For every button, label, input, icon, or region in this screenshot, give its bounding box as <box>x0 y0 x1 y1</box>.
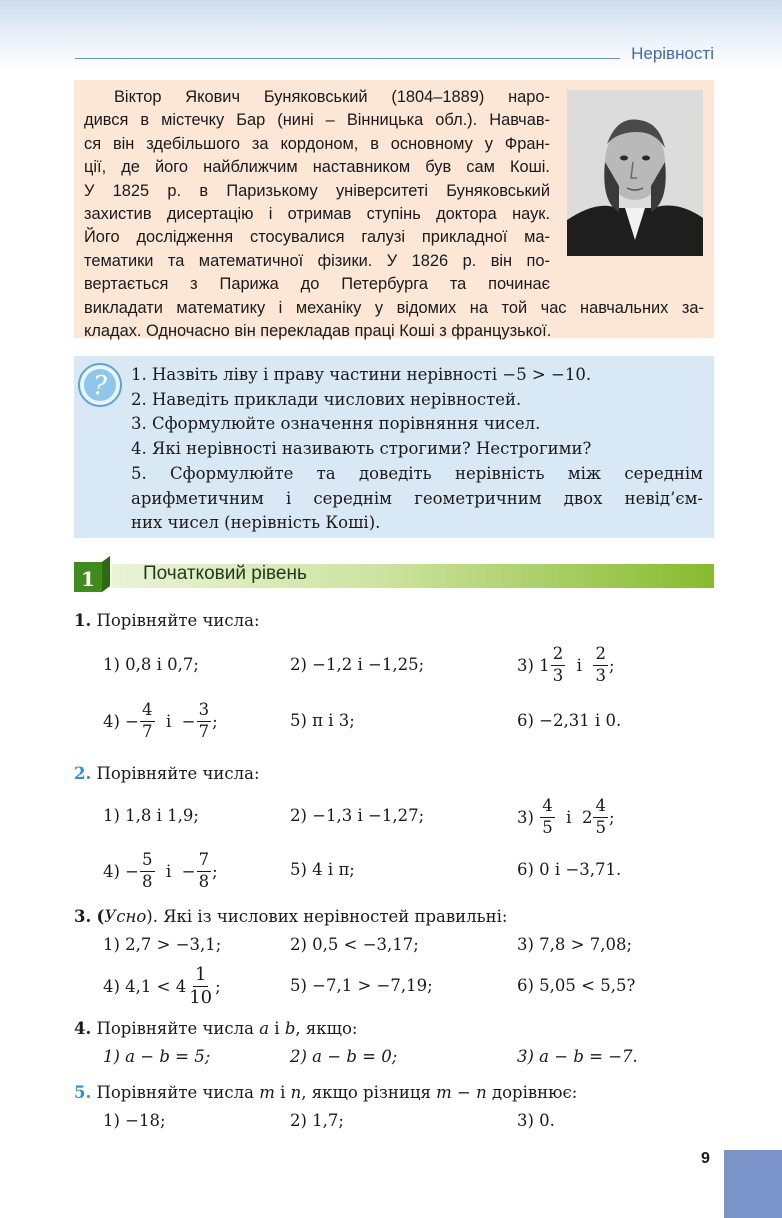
fraction <box>140 852 155 890</box>
page-corner-tab <box>724 1150 782 1218</box>
difference-expr: m − n <box>436 1083 487 1102</box>
denominator: 3 <box>595 665 606 685</box>
var-n: n <box>290 1083 302 1102</box>
item-prefix: 3) <box>517 807 540 827</box>
bio-line: У 1825 р. в Паризькому університеті Буняковський <box>84 181 550 200</box>
numerator: 3 <box>197 702 212 722</box>
bio-line: дився в містечку Бар (нині – Вінницька обл.). Навчав- <box>84 111 550 130</box>
exercise-1-heading <box>74 611 260 630</box>
exercise-item: 3) 0. <box>517 1111 555 1130</box>
question-mark-icon <box>77 362 123 408</box>
exercise-item: 1) 0,8 і 0,7; <box>103 655 199 674</box>
exercise-item: 2) −1,2 і −1,25; <box>290 655 425 674</box>
numerator: 2 <box>551 646 566 666</box>
item-prefix: 4) 4,1 < 4 <box>103 976 187 996</box>
level-title: Початковий рівень <box>143 563 307 584</box>
fraction <box>593 798 608 836</box>
exercise-3-heading <box>74 907 507 926</box>
level-badge-number: 1 <box>81 567 95 591</box>
question-item: 3. Сформулюйте означення порівняння чисел. <box>131 414 541 434</box>
bio-line: захистив дисертацію і отримав ступінь доктора наук. <box>84 205 550 224</box>
open-paren: ( <box>96 907 105 926</box>
bio-line: вертається з Парижа до Петербурга та починає <box>84 275 550 294</box>
exercise-text: і <box>269 1019 285 1038</box>
item-suffix: ; <box>212 711 218 731</box>
exercise-item: 6) 5,05 < 5,5? <box>517 976 636 995</box>
item-prefix: 4) − <box>103 711 140 731</box>
exercise-item: 1) a − b = 5; <box>103 1047 211 1066</box>
section-title: Нерівності <box>631 44 714 63</box>
portrait-image <box>567 90 703 256</box>
exercise-item: 3) a − b = −7. <box>517 1047 638 1066</box>
item-connector: і − <box>155 861 196 881</box>
denominator: 5 <box>542 817 553 837</box>
denominator: 7 <box>198 721 210 741</box>
var-a: a <box>259 1019 270 1038</box>
question-item: 4. Які нерівності називають строгими? Нестрогими? <box>131 439 592 459</box>
var-m: m <box>259 1083 275 1102</box>
numerator: 5 <box>140 852 155 872</box>
exercise-text: ). Які із числових нерівностей правильні: <box>146 907 508 926</box>
level-badge-icon <box>74 556 110 592</box>
exercise-item <box>517 792 615 842</box>
question-item: 1. Назвіть ліву і праву частини нерівності −5 > −10. <box>131 365 592 384</box>
item-connector: і <box>566 655 593 675</box>
fraction <box>197 852 212 890</box>
exercise-item <box>103 696 218 746</box>
svg-text:?: ? <box>93 371 107 401</box>
item-suffix: ; <box>212 861 218 881</box>
denominator: 10 <box>189 986 213 1008</box>
exercise-2-heading <box>74 764 260 783</box>
exercise-text: Порівняйте числа <box>96 1083 260 1102</box>
bio-line: ся він здебільшого за кордоном, в основному у Фран- <box>84 134 550 153</box>
item-suffix: ; <box>608 807 615 827</box>
exercise-item: 5) 4 і π; <box>290 860 355 879</box>
item-prefix: 3) 1 <box>517 655 550 675</box>
exercise-item: 1) −18; <box>103 1111 166 1130</box>
exercise-item: 6) −2,31 і 0. <box>517 711 622 730</box>
questions-list <box>131 363 703 536</box>
question-item: арифметичним і середнім геометричним двох невід’єм- <box>131 488 703 508</box>
denominator: 7 <box>142 721 153 741</box>
denominator: 8 <box>198 871 210 891</box>
page-number: 9 <box>701 1150 710 1167</box>
denominator: 3 <box>552 665 564 685</box>
exercise-text: , якщо: <box>295 1019 358 1038</box>
question-item: них чисел (нерівність Коші). <box>131 513 381 533</box>
exercise-text: , якщо різниця <box>301 1083 437 1102</box>
exercise-item <box>103 846 218 896</box>
exercise-number: 1. <box>74 611 92 630</box>
exercise-4-heading <box>74 1019 357 1038</box>
exercise-item: 2) 0,5 < −3,17; <box>290 935 419 954</box>
exercise-item: 6) 0 і −3,71. <box>517 860 622 879</box>
denominator: 5 <box>595 817 606 837</box>
bio-line: кладах. Одночасно він перекладав праці Коші з французької. <box>84 322 552 341</box>
exercise-text: Порівняйте числа: <box>96 611 260 630</box>
item-suffix: ; <box>608 655 615 675</box>
exercise-5-heading <box>74 1083 577 1102</box>
numerator: 1 <box>194 963 207 985</box>
exercise-item: 3) 7,8 > 7,08; <box>517 935 633 954</box>
item-connector: і − <box>155 711 196 731</box>
exercise-item: 5) −7,1 > −7,19; <box>290 976 433 995</box>
exercise-number: 3. <box>74 907 92 926</box>
var-b: b <box>284 1019 296 1038</box>
question-item: 2. Наведіть приклади числових нерівностей. <box>131 389 522 409</box>
numerator: 4 <box>593 798 608 818</box>
exercise-item <box>103 961 221 1011</box>
exercise-item: 5) π і 3; <box>290 711 355 730</box>
exercise-item: 1) 2,7 > −3,1; <box>103 935 222 954</box>
exercise-item: 2) 1,7; <box>290 1111 344 1130</box>
exercise-text: і <box>274 1083 291 1102</box>
fraction <box>551 646 566 684</box>
numerator: 7 <box>197 852 212 872</box>
header-rule <box>75 58 620 59</box>
oral-note: Усно <box>104 907 147 926</box>
denominator: 8 <box>142 871 153 891</box>
exercise-number: 4. <box>74 1019 92 1038</box>
bio-line: тематики та математичної фізики. У 1826 р. він по- <box>84 251 550 270</box>
fraction <box>197 702 212 740</box>
exercise-item: 1) 1,8 і 1,9; <box>103 806 199 825</box>
exercise-number: 2. <box>74 764 92 783</box>
exercise-text: Порівняйте числа: <box>96 764 260 783</box>
bio-line: ції, де його найближчим наставником був сам Коші. <box>84 158 550 177</box>
numerator: 4 <box>540 798 555 818</box>
numerator: 4 <box>140 702 155 722</box>
fraction <box>593 646 608 684</box>
bio-line: викладати математику і механіку у відомих на той час навчальних за- <box>84 298 704 317</box>
item-suffix: ; <box>215 976 221 996</box>
exercise-text: дорівнює: <box>486 1083 578 1102</box>
bio-line: Віктор Якович Буняковський (1804–1889) наро- <box>114 88 550 106</box>
item-connector: і 2 <box>555 807 593 827</box>
question-item: 5. Сформулюйте та доведіть нерівність між середнім <box>131 463 703 483</box>
exercise-item: 2) a − b = 0; <box>290 1047 398 1066</box>
fraction <box>140 702 155 740</box>
fraction <box>187 963 214 1008</box>
item-prefix: 4) − <box>103 861 140 881</box>
fraction <box>540 798 555 836</box>
exercise-text: Порівняйте числа <box>96 1019 260 1038</box>
bio-line: Його дослідження стосувалися галузі прикладної ма- <box>84 228 550 247</box>
numerator: 2 <box>593 646 608 666</box>
exercise-item <box>517 640 615 690</box>
exercise-item: 2) −1,3 і −1,27; <box>290 806 425 825</box>
exercise-number: 5. <box>74 1083 92 1102</box>
